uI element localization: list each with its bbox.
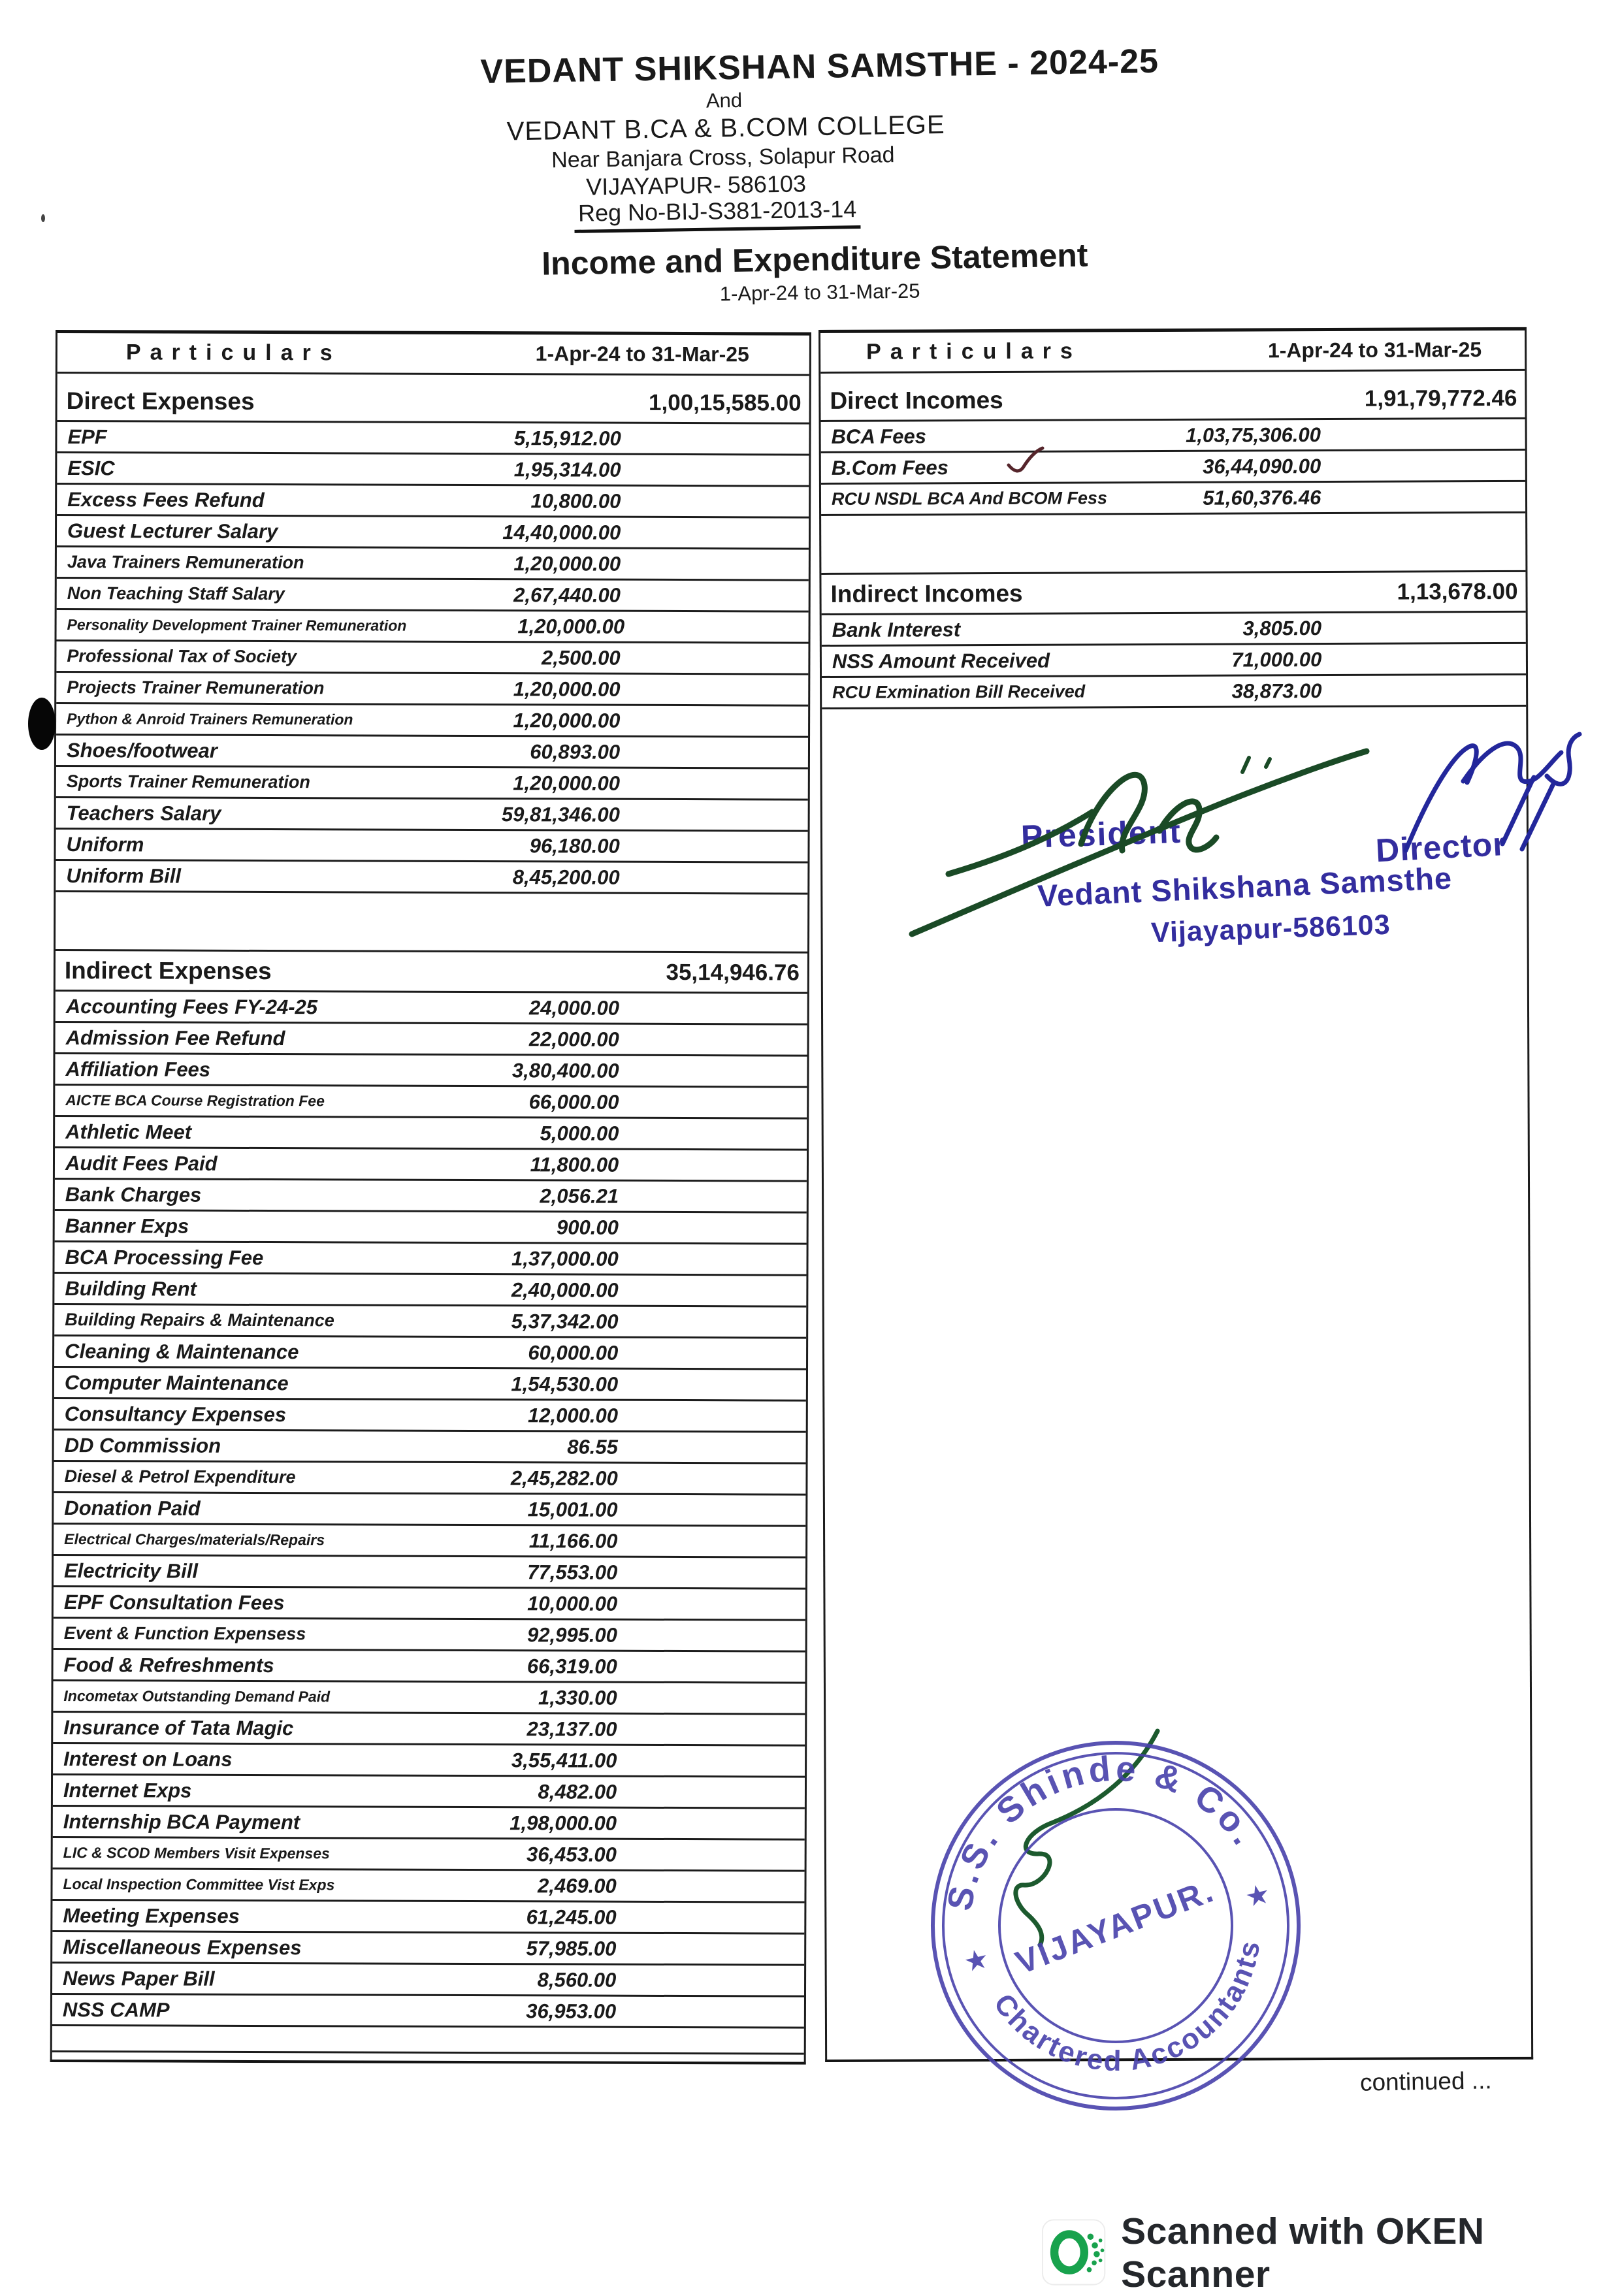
- row-label: Interest on Loans: [63, 1747, 233, 1771]
- table-row: [52, 1901, 804, 1935]
- row-label: Non Teaching Staff Salary: [67, 583, 285, 604]
- section-name: Indirect Incomes: [830, 579, 1023, 607]
- row-label: ESIC: [67, 456, 115, 479]
- row-amount: 38,873.00: [1231, 679, 1322, 703]
- row-label: DD Commission: [64, 1433, 221, 1457]
- row-amount: 59,81,346.00: [501, 802, 620, 826]
- row-amount: 1,03,75,306.00: [1186, 423, 1321, 447]
- city-line: VIJAYAPUR- 586103: [585, 170, 807, 201]
- row-amount: 36,453.00: [526, 1842, 617, 1866]
- table-row: [53, 1713, 805, 1747]
- row-label: Python & Anroid Trainers Remuneration: [67, 710, 353, 728]
- org-stamp-line1: Vedant Shikshana Samsthe: [1037, 860, 1453, 913]
- row-label: Affiliation Fees: [65, 1057, 211, 1081]
- table-row: [55, 1211, 807, 1245]
- row-label: Projects Trainer Remuneration: [67, 677, 325, 698]
- section-name: Direct Expenses: [66, 387, 255, 415]
- table-row: [56, 861, 807, 895]
- table-row: [54, 1525, 805, 1559]
- row-label: Accounting Fees FY-24-25: [65, 994, 318, 1018]
- section-header-row: [820, 379, 1525, 422]
- table-row: [52, 1932, 804, 1966]
- table-row: [54, 1242, 806, 1276]
- table-row: [54, 1305, 806, 1339]
- row-amount: 66,000.00: [528, 1090, 619, 1114]
- row-amount: 96,180.00: [529, 833, 620, 858]
- row-label: Audit Fees Paid: [65, 1151, 218, 1175]
- ca-stamp-star-left: ★: [960, 1942, 992, 1979]
- incomes-table-header: [820, 331, 1525, 374]
- row-amount: 24,000.00: [529, 995, 620, 1020]
- table-row: [822, 613, 1526, 647]
- table-row: [52, 1869, 804, 1903]
- row-label: Cleaning & Maintenance: [65, 1339, 299, 1363]
- oken-scanner-logo-icon: [1042, 2218, 1107, 2288]
- row-amount: 1,20,000.00: [513, 677, 621, 701]
- section-header-row: [56, 951, 807, 994]
- section-total: 1,00,15,585.00: [649, 389, 802, 416]
- row-amount: 10,000.00: [527, 1591, 618, 1615]
- row-label: Excess Fees Refund: [67, 487, 265, 511]
- row-amount: 2,056.21: [540, 1184, 619, 1208]
- row-label: Java Trainers Remuneration: [67, 552, 304, 573]
- statement-period: 1-Apr-24 to 31-Mar-25: [719, 279, 920, 306]
- row-label: Food & Refreshments: [63, 1653, 274, 1677]
- row-label: Donation Paid: [64, 1496, 201, 1520]
- row-amount: 66,319.00: [526, 1654, 617, 1678]
- table-row: [53, 1838, 805, 1872]
- table-row: [821, 482, 1525, 516]
- table-row: [822, 675, 1526, 709]
- table-row: [822, 644, 1526, 678]
- table-row: [54, 1462, 805, 1496]
- table-row: [56, 736, 808, 769]
- row-label: Uniform: [66, 832, 144, 856]
- row-label: Banner Exps: [65, 1214, 189, 1238]
- org-stamp-line2: Vijayapur-586103: [1150, 909, 1391, 949]
- row-label: BCA Fees: [831, 424, 926, 448]
- row-label: Building Rent: [65, 1276, 197, 1301]
- row-label: Electricity Bill: [63, 1559, 199, 1583]
- row-amount: 57,985.00: [526, 1936, 617, 1960]
- table-row: [56, 641, 808, 675]
- table-row: [54, 1650, 805, 1684]
- row-amount: 8,45,200.00: [512, 865, 620, 889]
- row-amount: 1,20,000.00: [513, 771, 621, 795]
- table-row: [54, 1336, 806, 1370]
- row-label: BCA Processing Fee: [65, 1245, 264, 1269]
- statement-title: Income and Expenditure Statement: [541, 236, 1088, 282]
- table-row: [53, 1775, 805, 1809]
- table-row: [56, 830, 807, 864]
- address-line: Near Banjara Cross, Solapur Road: [551, 142, 895, 173]
- table-row: [56, 1023, 807, 1057]
- table-row: [821, 451, 1525, 485]
- ca-stamp-firm-name: S.S. Shinde & Co.: [939, 1749, 1266, 1914]
- row-amount: 60,893.00: [530, 739, 621, 764]
- table-row: [56, 673, 808, 707]
- row-amount: 1,20,000.00: [517, 614, 625, 638]
- table-row: [54, 1493, 805, 1527]
- row-label: Event & Function Expensess: [63, 1623, 306, 1644]
- table-row: [53, 1807, 805, 1841]
- row-amount: 12,000.00: [528, 1403, 619, 1427]
- row-label: Electrical Charges/materials/Repairs: [64, 1530, 325, 1549]
- table-row: [53, 1681, 805, 1715]
- row-label: LIC & SCOD Members Visit Expenses: [63, 1844, 330, 1862]
- table-row: [57, 422, 809, 456]
- section-name: Direct Incomes: [830, 386, 1003, 414]
- row-amount: 5,15,912.00: [513, 426, 621, 450]
- row-label: Meeting Expenses: [63, 1903, 240, 1928]
- row-amount: 1,330.00: [538, 1685, 617, 1709]
- row-amount: 8,482.00: [538, 1779, 617, 1803]
- row-amount: 1,54,530.00: [511, 1372, 619, 1396]
- expenses-table-header: [57, 333, 809, 376]
- president-label: President: [1020, 813, 1182, 856]
- row-amount: 1,20,000.00: [513, 551, 621, 575]
- table-row: [54, 1399, 806, 1433]
- section-total: 1,91,79,772.46: [1364, 385, 1517, 412]
- table-row: [54, 1274, 806, 1308]
- period-column-header: 1-Apr-24 to 31-Mar-25: [1267, 338, 1482, 363]
- row-amount: 36,953.00: [526, 1999, 617, 2023]
- table-row: [55, 1086, 807, 1120]
- row-label: Uniform Bill: [66, 864, 182, 888]
- row-label: RCU Exmination Bill Received: [832, 681, 1086, 702]
- table-row: [54, 1587, 805, 1621]
- row-amount: 1,37,000.00: [511, 1246, 619, 1270]
- expenses-table: [50, 330, 811, 2065]
- row-amount: 86.55: [567, 1434, 618, 1459]
- row-amount: 60,000.00: [528, 1340, 619, 1365]
- row-label: Admission Fee Refund: [65, 1026, 285, 1050]
- row-amount: 2,469.00: [538, 1873, 617, 1898]
- section-name: Indirect Expenses: [64, 956, 272, 984]
- ca-stamp-designation: Chartered Accountants: [987, 1937, 1267, 2078]
- table-row: [57, 610, 809, 644]
- table-row: [54, 1556, 805, 1590]
- ink-blob-mark: [28, 698, 56, 750]
- section-total: 35,14,946.76: [666, 959, 800, 986]
- row-label: NSS CAMP: [62, 1997, 170, 2022]
- row-amount: 11,800.00: [530, 1152, 619, 1176]
- row-label: Bank Charges: [65, 1182, 202, 1206]
- table-row: [57, 453, 809, 487]
- row-label: Insurance of Tata Magic: [63, 1715, 294, 1739]
- ink-speck: [41, 214, 45, 222]
- table-row: [52, 1964, 804, 1997]
- incomes-rows: [820, 379, 1526, 709]
- table-row: [57, 579, 809, 613]
- row-amount: 2,67,440.00: [513, 583, 621, 607]
- row-label: NSS Amount Received: [832, 649, 1050, 673]
- row-amount: 61,245.00: [526, 1905, 617, 1929]
- registration-number: Reg No-BIJ-S381-2013-14: [574, 195, 861, 233]
- row-label: Diesel & Petrol Expenditure: [64, 1466, 296, 1487]
- row-label: Shoes/footwear: [66, 738, 218, 762]
- row-label: Professional Tax of Society: [67, 646, 297, 667]
- table-row: [57, 547, 809, 581]
- row-amount: 10,800.00: [530, 489, 621, 513]
- row-amount: 11,166.00: [528, 1528, 618, 1553]
- section-total: 1,13,678.00: [1397, 578, 1518, 605]
- row-label: Miscellaneous Expenses: [63, 1935, 302, 1959]
- period-column-header: 1-Apr-24 to 31-Mar-25: [535, 342, 749, 366]
- row-label: Incometax Outstanding Demand Paid: [63, 1687, 331, 1706]
- row-amount: 71,000.00: [1231, 647, 1322, 671]
- row-label: Computer Maintenance: [64, 1370, 289, 1395]
- table-row: [52, 1995, 804, 2029]
- row-label: Guest Lecturer Salary: [67, 519, 278, 543]
- row-amount: 3,80,400.00: [511, 1058, 619, 1082]
- row-amount: 51,60,376.46: [1203, 485, 1321, 509]
- continued-note: continued ...: [1359, 2067, 1492, 2096]
- row-amount: 5,000.00: [540, 1121, 619, 1145]
- row-label: Internet Exps: [63, 1778, 192, 1802]
- table-row: [821, 419, 1525, 453]
- row-amount: 1,95,314.00: [513, 457, 621, 481]
- college-name: VEDANT B.CA & B.COM COLLEGE: [506, 110, 945, 146]
- row-amount: 8,560.00: [537, 1967, 617, 1992]
- row-label: Building Repairs & Maintenance: [65, 1310, 334, 1331]
- ca-stamp-city: VIJAYAPUR.: [1011, 1871, 1220, 1981]
- table-row: [56, 704, 808, 738]
- row-amount: 36,44,090.00: [1203, 454, 1321, 478]
- row-amount: 1,20,000.00: [513, 708, 621, 732]
- expenses-rows: [52, 381, 809, 2055]
- row-amount: 92,995.00: [526, 1623, 618, 1647]
- row-label: Bank Interest: [832, 617, 961, 641]
- table-row: [54, 1431, 806, 1464]
- table-gap-row: [56, 892, 807, 954]
- row-amount: 5,37,342.00: [511, 1309, 619, 1333]
- row-amount: 23,137.00: [526, 1717, 617, 1741]
- section-header-row: [821, 572, 1525, 615]
- table-row: [54, 1619, 805, 1653]
- row-label: Personality Development Trainer Remuneration: [67, 616, 407, 634]
- row-label: AICTE BCA Course Registration Fee: [65, 1091, 325, 1110]
- director-label: Director: [1374, 825, 1508, 869]
- row-amount: 77,553.00: [527, 1560, 618, 1584]
- row-label: Internship BCA Payment: [63, 1809, 300, 1834]
- table-row: [56, 992, 807, 1026]
- row-amount: 22,000.00: [528, 1027, 619, 1051]
- row-label: Athletic Meet: [65, 1120, 192, 1144]
- row-amount: 2,500.00: [541, 645, 621, 670]
- table-row: [57, 485, 809, 519]
- and-text: And: [705, 88, 743, 112]
- row-label: EPF Consultation Fees: [63, 1590, 285, 1614]
- row-amount: 2,45,282.00: [510, 1466, 618, 1490]
- particulars-column-header: Particulars: [125, 340, 342, 366]
- row-amount: 1,98,000.00: [510, 1811, 617, 1835]
- row-amount: 15,001.00: [527, 1497, 618, 1521]
- row-label: News Paper Bill: [63, 1966, 215, 1990]
- section-header-row: [57, 381, 809, 425]
- row-amount: 2,40,000.00: [511, 1278, 619, 1302]
- row-label: Teachers Salary: [66, 801, 221, 825]
- table-end-row: [52, 2026, 804, 2055]
- row-label: Local Inspection Committee Vist Exps: [63, 1875, 335, 1894]
- table-row: [55, 1054, 807, 1088]
- scanner-footer: [1042, 2210, 1620, 2296]
- table-row: [57, 516, 809, 550]
- row-label: Sports Trainer Remuneration: [66, 771, 310, 792]
- row-amount: 14,40,000.00: [502, 520, 621, 544]
- document-header: [0, 0, 1619, 306]
- table-row: [56, 767, 808, 801]
- row-label: RCU NSDL BCA And BCOM Fess: [831, 488, 1108, 509]
- org-title: VEDANT SHIKSHAN SAMSTHE - 2024-25: [480, 42, 1159, 91]
- table-row: [55, 1148, 807, 1182]
- scanner-footer-text: Scanned with OKEN Scanner: [1121, 2210, 1485, 2295]
- row-amount: 3,55,411.00: [511, 1748, 617, 1772]
- ca-stamp-star-right: ★: [1242, 1877, 1273, 1913]
- row-amount: 3,805.00: [1242, 616, 1322, 640]
- row-amount: 900.00: [557, 1215, 619, 1239]
- table-row: [54, 1368, 806, 1402]
- table-row: [56, 798, 808, 832]
- table-row: [55, 1180, 807, 1214]
- row-label: EPF: [67, 425, 107, 448]
- row-label: B.Com Fees: [831, 455, 949, 479]
- row-label: Consultancy Expenses: [64, 1402, 287, 1426]
- particulars-column-header: Particulars: [866, 338, 1082, 364]
- table-gap-row: [821, 513, 1525, 575]
- table-row: [53, 1744, 805, 1778]
- table-row: [55, 1117, 807, 1151]
